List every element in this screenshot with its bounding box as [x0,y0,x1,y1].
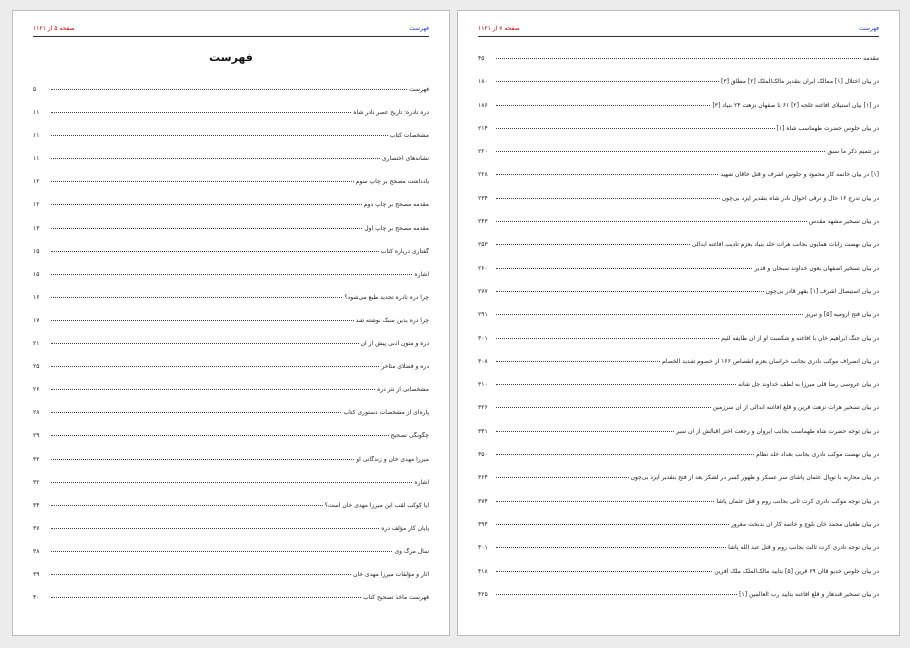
toc-entry-title: در بیان توجه حضرت شاه طهماسب بجانب ایروان و رجعت اختر اقبالش از آن سیر [675,427,879,435]
toc-entry-title: در بیان نهضت رایات همایون بجانب هرات خلد بنیاد بعزم تأدیب افاغنه ابدالی [691,241,879,249]
toc-entry-title: فهرست [409,86,429,93]
toc-entry-title: در بیان اختلال [۱] ممالک ایران بتقدیر مالک‌الملک [۲] مطلق [۳] [720,78,879,86]
toc-entry[interactable] [33,132,429,155]
toc-entry-title: اشاره [414,270,429,278]
dot-leader [496,58,861,59]
dot-leader [51,135,388,136]
dot-leader [496,105,710,106]
toc-entry-title: در تتمیم ذکر ما سبق [827,148,879,156]
dot-leader [51,204,362,205]
toc-entry-page-number: ۳۷ [33,524,40,532]
dot-leader [496,571,712,572]
toc-entry[interactable] [478,521,879,544]
toc-entry-page-number: ۱۸۰ [478,78,488,86]
toc-entry-page-number: ۳۴ [33,501,40,509]
dot-leader [51,597,361,598]
toc-entry-page-number: ۲۷۷ [478,287,488,295]
toc-entry-page-number: ۳۲ [33,478,40,486]
toc-entry-title: مشخصات کتاب [389,132,429,140]
toc-entry-title: در بیان توجه موکب نادری کرت ثانی بجانب روم و قتل عثمان پاشا [716,497,879,505]
toc-entry-title: دره و متون ادبی پیش از آن [360,340,429,348]
toc-entry-page-number: ۲۶ [33,386,40,394]
toc-entry-page-number: ۱۸۶ [478,101,488,109]
toc-entry-title: آثار و مؤلفات میرزا مهدی خان [353,570,429,578]
toc-entry-page-number: ۳۵۰ [478,451,488,459]
dot-leader [496,338,719,339]
toc-entry-page-number: ۳۹۴ [478,520,488,528]
toc-entry-title: در بیان تسخیر مشهد مقدس [808,218,879,226]
dot-leader [496,501,714,502]
toc-entry[interactable] [478,498,879,521]
toc-entry-page-number: ۱۲ [33,201,40,209]
dot-leader [496,524,729,525]
toc-entry[interactable] [478,195,879,218]
toc-entry[interactable] [33,432,429,455]
dot-leader [51,482,412,483]
toc-entry-title: در بیان توجه نادری کرت ثالث بجانب روم و قتل عبد الله پاشا [728,544,879,552]
toc-entry-title: گفتاری درباره کتاب [380,247,429,255]
dot-leader [51,297,342,298]
toc-entry[interactable] [33,571,429,594]
toc-entry-title: پایان کار مؤلف دره [381,524,429,532]
toc-entry-title: مشخصاتی از نثر دره [377,386,429,394]
toc-entry[interactable] [33,178,429,201]
toc-entry-title: در بیان نهضت موکب نادری بجانب بغداد خلد نظام [756,451,879,459]
toc-entry-page-number: ۳۱۰ [478,381,488,389]
toc-entry[interactable] [33,225,429,248]
document-page-right [457,10,900,636]
toc-entry[interactable] [33,294,429,317]
toc-entry[interactable] [478,358,879,381]
toc-entry[interactable] [478,125,879,148]
toc-entry-page-number: ۴۲۵ [478,590,488,598]
toc-entry-page-number: ۲۱۴ [478,124,488,132]
toc-entry-title: در بیان محاربه با توپال عثمان پاشای سر عسکر و ظهور کسر در لشکر بعد از فتح بتقدیر ایزد بی‌چون [630,474,879,482]
dot-leader [51,274,412,275]
toc-entry-page-number: ۱۱ [33,132,40,140]
toc-entry-title: سال مرگ وی [394,547,429,555]
dot-leader [51,320,354,321]
toc-entry-page-number: ۲۸ [33,409,40,417]
toc-entry[interactable] [478,591,879,614]
dot-leader [496,314,803,315]
dot-leader [51,389,375,390]
table-of-contents [478,55,879,614]
toc-entry-page-number: ۳۹ [33,570,40,578]
dot-leader [496,221,807,222]
toc-entry-title: مقدمه [863,55,879,62]
dot-leader [496,454,754,455]
toc-entry-page-number: ۲۹ [33,432,40,440]
dot-leader [496,198,720,199]
toc-entry-title: نشانه‌های اختصاری [381,155,429,163]
toc-entry-page-number: ۴۵ [478,55,485,62]
dot-leader [496,81,719,82]
toc-entry-page-number: ۱۵ [33,270,40,278]
toc-entry[interactable] [478,55,879,78]
toc-entry-page-number: ۳۰۸ [478,357,488,365]
toc-entry-title: در بیان استیصال اشرف [۱] بقهر قادر بی‌چون [765,287,879,295]
dot-leader [51,528,379,529]
dot-leader [496,547,726,548]
dot-leader [51,366,379,367]
toc-entry[interactable] [478,404,879,427]
toc-entry[interactable] [33,525,429,548]
toc-entry-page-number: ۳۷۴ [478,497,488,505]
dot-leader [496,407,711,408]
dot-leader [51,574,351,575]
toc-entry-title: در بیان جلوس خدیو قاآن ۶۹ قرین [۵] بتأیید مالک‌الملک ملک آفرین [714,567,879,575]
toc-entry-title: پاره‌ای از مشخصات دستوری کتاب [343,409,429,417]
toc-entry[interactable] [478,78,879,101]
dot-leader [51,112,351,113]
toc-entry-page-number: ۱۲ [33,178,40,186]
toc-entry-title: مقدمه مصحح بر چاپ دوم [363,201,429,209]
header-title: فهرست [409,25,429,32]
toc-entry[interactable] [33,109,429,132]
toc-entry-title: فهرست مآخذ تصحیح کتاب [362,594,429,602]
toc-entry-page-number: ۲۶۰ [478,264,488,272]
toc-entry[interactable] [478,474,879,497]
toc-entry-page-number: ۲۵ [33,363,40,371]
toc-entry-page-number: ۱۶ [33,293,40,301]
toc-entry[interactable] [33,548,429,571]
toc-entry-title: چرا دره بدین سبک نوشته شد [355,316,429,324]
toc-entry-title: میرزا مهدی خان و زندگانی او [356,455,429,463]
dot-leader [51,158,380,159]
toc-entry-page-number: ۴۰ [33,594,40,602]
toc-entry[interactable] [478,381,879,404]
toc-entry-page-number: ۲۲۸ [478,171,488,179]
toc-entry-page-number: ۳۰۱ [478,334,488,342]
page-header [33,24,429,37]
toc-entry-title: در بیان جنگ ابراهیم خان با افاغنه و شکست او از آن طایفه لئیم [721,334,879,342]
toc-entry[interactable] [478,288,879,311]
dot-leader [496,128,775,129]
dot-leader [496,151,825,152]
header-title: فهرست [859,25,879,32]
toc-entry-title: چرا دره نادره تجدید طبع می‌شود؟ [344,293,429,301]
toc-entry-page-number: ۲۱ [33,340,40,348]
toc-entry-title: اشاره [414,478,429,486]
toc-entry[interactable] [33,594,429,617]
toc-entry[interactable] [33,409,429,432]
dot-leader [496,291,764,292]
dot-leader [496,361,660,362]
toc-entry-page-number: ۲۵۳ [478,241,488,249]
toc-entry[interactable] [478,335,879,358]
toc-entry-title: در [۱] بیان استیلای افاغنه غلجه [۲] ۶۱ با صفهان نزهت ۲۴ بنیاد [۳] [712,101,879,109]
dot-leader [496,268,752,269]
toc-entry[interactable] [33,201,429,224]
toc-entry-title: در بیان تسخیر هرات نزهت قرین و قلع افاغنه ابدالی از آن سرزمین [712,404,879,412]
toc-entry[interactable] [33,502,429,525]
toc-entry-page-number: ۲۳۴ [478,194,488,202]
toc-entry[interactable] [33,479,429,502]
toc-entry[interactable] [478,171,879,194]
toc-entry-title: در بیان تسخیر قندهار و قلع افاغنه بتأیید رب العالمین [۱] [739,590,879,598]
toc-entry[interactable] [33,248,429,271]
toc-entry-title: در بیان انصراف موکب نادری بجانب خراسان بعزم انقصاص ۱۶۶ از خصوم شدید الخصام [662,357,879,365]
table-of-contents [33,86,429,617]
page-number: صفحه ۵ از ۱۱۲۱ [33,25,75,32]
toc-entry[interactable] [33,363,429,386]
toc-entry[interactable] [478,451,879,474]
toc-entry-title: یادداشت مصحح بر چاپ سوم [355,178,429,186]
toc-entry-page-number: ۳۶۴ [478,474,488,482]
dot-leader [51,505,323,506]
dot-leader [51,228,362,229]
toc-entry[interactable] [478,428,879,451]
toc-entry-page-number: ۱۱ [33,109,40,117]
toc-entry-title: در بیان تدرج ۱۶ حال و ترقی احوال نادر شاه بتقدیر ایزد بی‌چون [721,194,879,202]
toc-entry-page-number: ۳۴۱ [478,427,488,435]
toc-entry[interactable] [478,311,879,334]
toc-entry-page-number: ۳۸ [33,547,40,555]
toc-entry-title: در بیان فتح ارومیه [۵] و تبریز [805,311,879,319]
toc-entry[interactable] [33,340,429,363]
toc-entry-title: دره و فضلای متأخر [381,363,429,371]
page-number: صفحه ۷ از ۱۱۲۱ [478,25,520,32]
toc-entry[interactable] [478,218,879,241]
toc-entry-title: آیا کوکب لقب این میرزا مهدی خان است؟ [324,501,429,509]
dot-leader [51,551,392,552]
toc-entry-title: در بیان تسخیر اصفهان بعون خداوند سبحان و قدیر [754,264,879,272]
toc-entry-page-number: ۴۰۱ [478,544,488,552]
toc-entry[interactable] [478,265,879,288]
toc-entry[interactable] [478,544,879,567]
toc-entry[interactable] [478,241,879,264]
dot-leader [496,594,737,595]
document-page-left [12,10,450,636]
toc-entry[interactable] [33,456,429,479]
toc-entry-title: [۱] در بیان خاتمه کار محمود و جلوس اشرف و قتل خاقان شهید [720,171,879,179]
toc-entry-page-number: ۱۳ [33,224,40,232]
toc-entry-page-number: ۱۵ [33,247,40,255]
dot-leader [51,435,389,436]
dot-leader [51,343,359,344]
toc-entry-title: مقدمه مصحح بر چاپ اول [364,224,429,232]
toc-entry[interactable] [33,86,429,109]
dot-leader [496,384,736,385]
toc-entry-page-number: ۵ [33,86,37,93]
dot-leader [496,174,718,175]
dot-leader [51,251,379,252]
dot-leader [496,477,629,478]
toc-entry-page-number: ۱۱ [33,155,40,163]
toc-entry-title: چگونگی تصحیح [390,432,429,440]
toc-entry[interactable] [33,317,429,340]
toc-entry-title: در بیان طغیان محمد خان بلوچ و خاتمه کار آن بدبخت مغرور [730,520,879,528]
dot-leader [51,89,407,90]
toc-entry-page-number: ۲۴۳ [478,218,488,226]
toc-entry-title: در بیان عروسی رضا قلی میرزا به لطف خداوند جل شأنه [738,381,879,389]
toc-heading: فهرست [209,51,253,64]
toc-entry-title: در بیان جلوس حضرت طهماسب شاه [۱] [776,124,879,132]
toc-entry-title: دره نادره: تاریخ عصر نادر شاه [353,109,429,117]
toc-entry-page-number: ۴۱۸ [478,567,488,575]
toc-entry-page-number: ۲۹۱ [478,311,488,319]
dot-leader [51,459,354,460]
page-header [478,24,879,37]
dot-leader [496,431,674,432]
dot-leader [51,412,341,413]
toc-entry[interactable] [33,271,429,294]
toc-entry-page-number: ۳۲۶ [478,404,488,412]
toc-entry[interactable] [33,155,429,178]
toc-entry[interactable] [33,386,429,409]
dot-leader [496,244,690,245]
toc-entry-page-number: ۲۲۰ [478,148,488,156]
toc-entry-page-number: ۳۲ [33,455,40,463]
dot-leader [51,181,354,182]
toc-entry[interactable] [478,568,879,591]
toc-entry[interactable] [478,148,879,171]
toc-entry-page-number: ۱۷ [33,316,40,324]
toc-entry[interactable] [478,102,879,125]
